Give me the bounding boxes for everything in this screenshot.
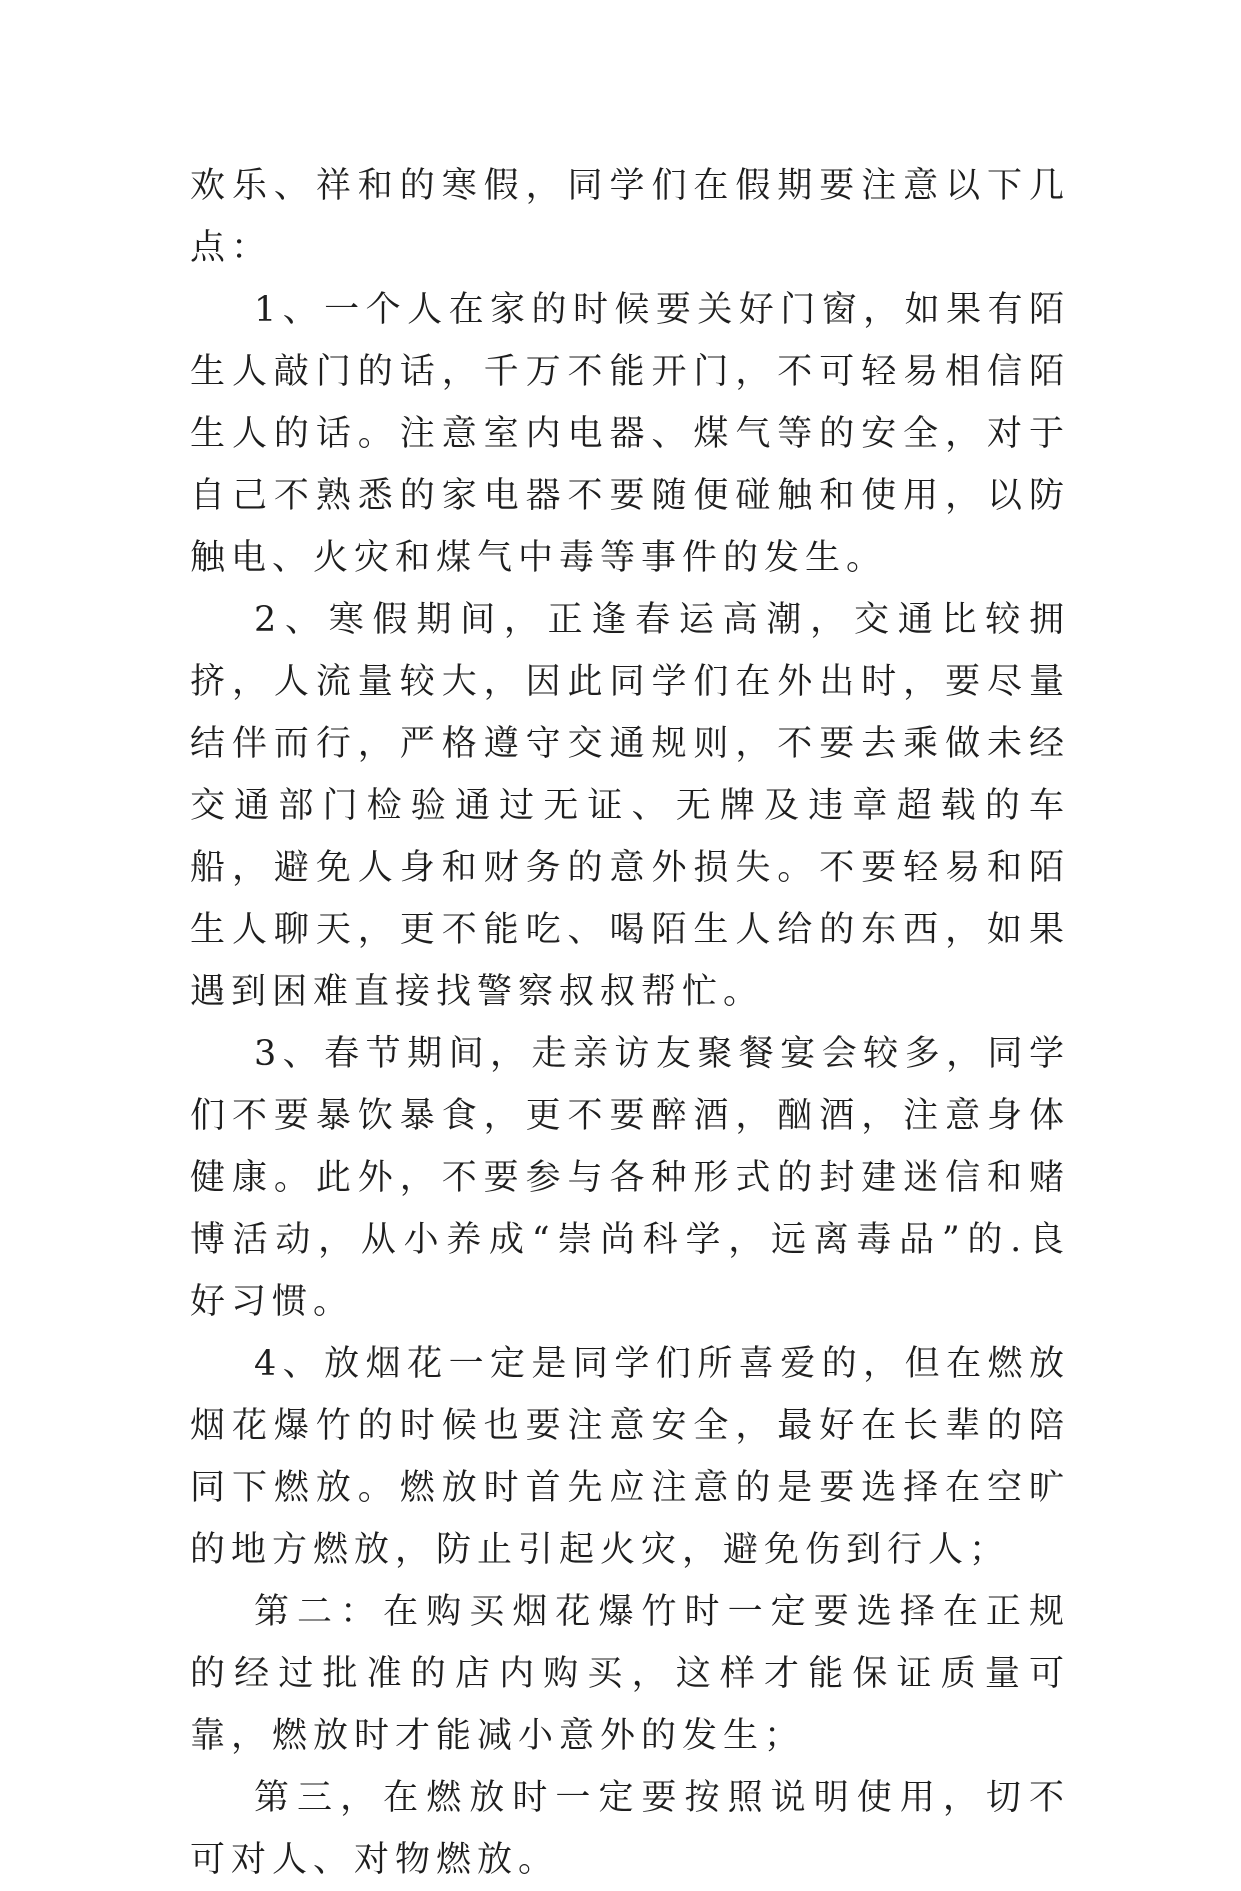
paragraph-point-3: 3、春节期间，走亲访友聚餐宴会较多，同学们不要暴饮暴食，更不要醉酒，酗酒，注意身体健康。此外，不要参与各种形式的封建迷信和赌博活动，从小养成“崇尚科学，远离毒品”的.良好习惯。	[190, 1034, 1070, 1322]
paragraph-point-2: 2、寒假期间，正逢春运高潮，交通比较拥挤，人流量较大，因此同学们在外出时，要尽量结伴而行，严格遵守交通规则，不要去乘做未经交通部门检验通过无证、无牌及违章超载的车船，避免人身和财务的意外损失。不要轻易和陌生人聊天，更不能吃、喝陌生人给的东西，如果遇到困难直接找警察叔叔帮忙。	[190, 600, 1070, 1012]
paragraph-point-4: 4、放烟花一定是同学们所喜爱的，但在燃放烟花爆竹的时候也要注意安全，最好在长辈的陪同下燃放。燃放时首先应注意的是要选择在空旷的地方燃放，防止引起火灾，避免伤到行人；	[190, 1344, 1070, 1570]
paragraph-intro: 欢乐、祥和的寒假，同学们在假期要注意以下几点：	[190, 166, 1070, 268]
paragraph-second: 第二：在购买烟花爆竹时一定要选择在正规的经过批准的店内购买，这样才能保证质量可靠，燃放时才能减小意外的发生；	[190, 1592, 1070, 1756]
document-body	[190, 155, 1070, 1891]
paragraph-point-1: 1、一个人在家的时候要关好门窗，如果有陌生人敲门的话，千万不能开门，不可轻易相信陌生人的话。注意室内电器、煤气等的安全，对于自己不熟悉的家电器不要随便碰触和使用，以防触电、火灾和煤气中毒等事件的发生。	[190, 290, 1070, 578]
paragraph-third: 第三，在燃放时一定要按照说明使用，切不可对人、对物燃放。	[190, 1778, 1070, 1880]
